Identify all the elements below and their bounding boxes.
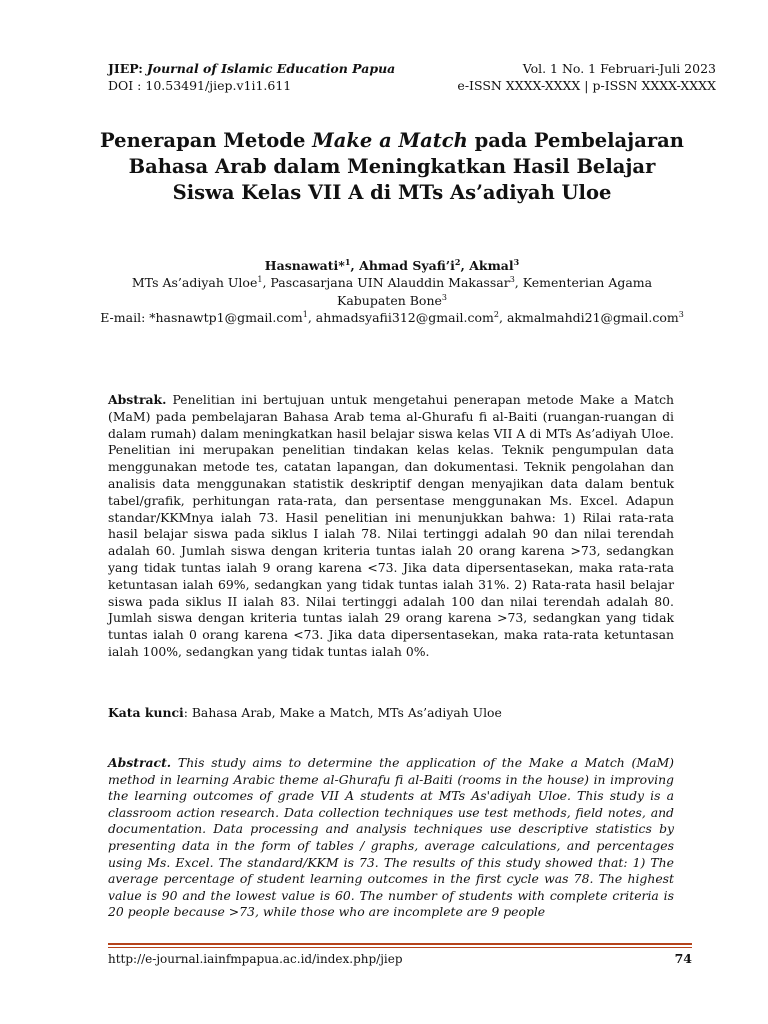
author-1-sup: 1	[344, 256, 351, 267]
journal-title: Journal of Islamic Education Papua	[146, 61, 396, 76]
abstrak-label: Abstrak.	[108, 392, 167, 407]
institution-1-sup: 1	[257, 274, 263, 284]
author-1: Hasnawati*	[264, 258, 345, 273]
abstract-english	[108, 755, 674, 921]
footer-divider-thick	[108, 943, 692, 945]
email-2-sup: 2	[493, 309, 499, 319]
keywords-label: Kata kunci	[108, 705, 184, 720]
title-part-1: Penerapan Metode	[100, 129, 313, 152]
issn-info: e-ISSN XXXX-XXXX | p-ISSN XXXX-XXXX	[457, 78, 716, 93]
author-2: , Ahmad Syafi’i	[350, 258, 455, 273]
journal-url-link[interactable]: http://e-journal.iainfmpapua.ac.id/index.php/jiep	[108, 952, 403, 966]
keywords-text: : Bahasa Arab, Make a Match, MTs As’adiyah Uloe	[183, 705, 502, 720]
abstract-indonesian	[108, 392, 674, 661]
keywords	[108, 704, 674, 721]
institution-2-sup: 3	[509, 274, 515, 284]
email-3[interactable]: , akmalmahdi21@gmail.com	[499, 310, 679, 325]
journal-header-left	[108, 60, 395, 94]
author-list	[100, 257, 684, 275]
abstrak-text: Penelitian ini bertujuan untuk mengetahui penerapan metode Make a Match (MaM) pada pembelajaran Bahasa Arab tema al-Ghurafu fi al-Baiti (ruangan-ruangan di dalam rumah) dalam meningkatkan hasil belajar siswa kelas VII A di MTs As’adiyah Uloe. Penelitian ini merupakan penelitian tindakan kelas kelas. Teknik pengumpulan data menggunakan metode tes, catatan lapangan, dan dokumentasi. Teknik pengolahan dan analisis data menggunakan statistik deskriptif dengan menyajikan data dalam bentuk tabel/grafik, perhitungan rata-rata, dan persentase menggunakan Ms. Excel. Adapun standar/KKMnya ialah 73. Hasil penelitian ini menunjukkan bahwa: 1) Rilai rata-rata hasil belajar siswa pada siklus I ialah 78. Nilai tertinggi adalah 90 dan nilai terendah adalah 60. Jumlah siswa dengan kriteria tuntas ialah 20 orang karena >73, sedangkan yang tidak tuntas ialah 9 orang karena <73. Jika data dipersentasekan, maka rata-rata ketuntasan ialah 69%, sedangkan yang tidak tuntas ialah 31%. 2) Rata-rata hasil belajar siswa pada siklus II ialah 83. Nilai tertinggi adalah 100 dan nilai terendah adalah 80. Jumlah siswa dengan kriteria tuntas ialah 29 orang karena >73, sedangkan yang tidak tuntas ialah 0 orang karena <73. Jika data dipersentasekan, maka rata-rata ketuntasan ialah 100%, sedangkan yang tidak tuntas ialah 0%.	[108, 392, 674, 659]
volume-info: Vol. 1 No. 1 Februari-Juli 2023	[522, 61, 716, 76]
journal-header-right	[457, 60, 716, 94]
email-1[interactable]: E-mail: *hasnawtp1@gmail.com	[100, 310, 303, 325]
email-1-sup: 1	[302, 309, 308, 319]
doi[interactable]: DOI : 10.53491/jiep.v1i1.611	[108, 78, 292, 93]
emails	[100, 309, 684, 327]
journal-abbr: JIEP:	[108, 61, 143, 76]
institution-3-sup: 3	[441, 292, 447, 302]
abstract-text: This study aims to determine the application of the Make a Match (MaM) method in learning Arabic theme al-Ghurafu fi al-Baiti (rooms in the house) in improving the learning outcomes of grade VII A students at MTs As'adiyah Uloe. This study is a classroom action research. Data collection techniques use test methods, field notes, and documentation. Data processing and analysis techniques use descriptive statistics by presenting data in the form of tables / graphs, average calculations, and percentages using Ms. Excel. The standard/KKM is 73. The results of this study showed that: 1) The average percentage of student learning outcomes in the first cycle was 78. The highest value is 90 and the lowest value is 60. The number of students with complete criteria is 20 people because >73, while those who are incomplete are 9 people	[108, 755, 674, 920]
institutions	[100, 274, 684, 309]
paper-title	[100, 128, 684, 206]
email-2[interactable]: , ahmadsyafii312@gmail.com	[307, 310, 494, 325]
journal-name	[108, 60, 395, 77]
institution-1: MTs As’adiyah Uloe	[131, 275, 258, 290]
institution-2: , Pascasarjana UIN Alauddin Makassar	[262, 275, 510, 290]
author-2-sup: 2	[454, 256, 461, 267]
title-italic: Make a Match	[312, 129, 468, 152]
page-number: 74	[674, 951, 692, 966]
author-3: , Akmal	[460, 258, 514, 273]
title-part-2: pada Pembelajaran Bahasa Arab dalam Meningkatkan Hasil Belajar Siswa Kelas VII A di MTs As’adiyah Uloe	[128, 129, 684, 204]
footer-divider-thin	[108, 947, 692, 948]
institution-3: , Kementerian Agama Kabupaten Bone	[337, 275, 653, 308]
abstract-label: Abstract.	[108, 755, 172, 770]
affiliations	[100, 274, 684, 327]
email-3-sup: 3	[678, 309, 684, 319]
author-3-sup: 3	[513, 256, 520, 267]
